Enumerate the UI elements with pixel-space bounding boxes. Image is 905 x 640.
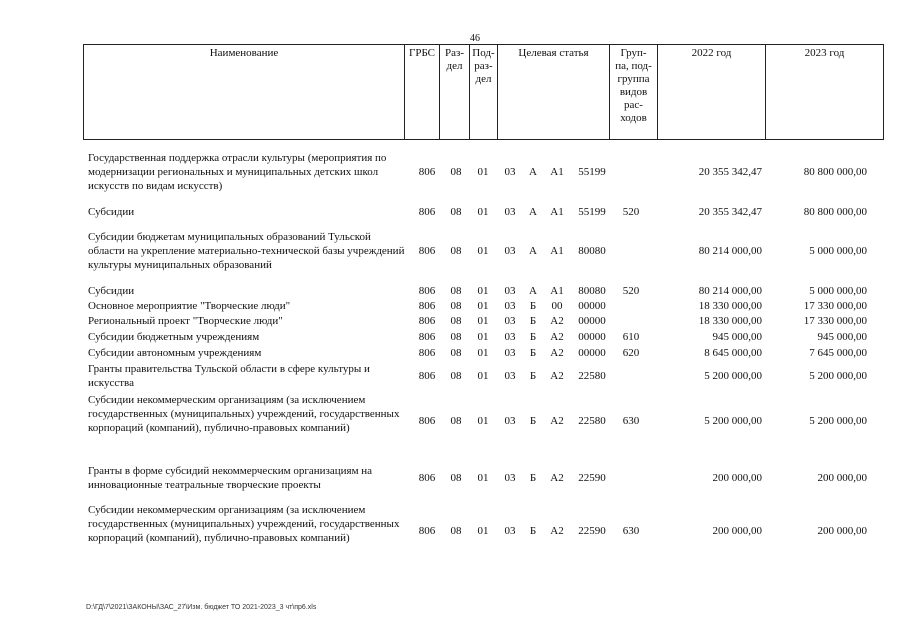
cell-event: А1 [550,245,564,257]
cell-program: 03 [504,206,516,218]
cell-podrazdel: 01 [477,206,489,218]
cell-name: Субсидии некоммерческим организациям (за исключением государственных (муниципальных) учреждений, государственных корпораций (компаний), публично-правовых компаний) [88,504,400,544]
cell-razdel: 08 [450,285,462,297]
cell-razdel: 08 [450,166,462,178]
cell-2023: 5 200 000,00 [809,415,867,427]
cell-razdel: 08 [450,347,462,359]
cell-program: 03 [504,347,516,359]
cell-expense-group: 620 [622,347,640,359]
table-row [83,299,884,313]
cell-event: А2 [550,370,564,382]
cell-podrazdel: 01 [477,415,489,427]
header-2023: 2023 год [804,47,845,59]
header-target-article: Целевая статья [498,45,610,139]
cell-name: Гранты в форме субсидий некоммерческим организациям на инновационные театральные творческие проекты [88,465,373,491]
cell-event: А2 [550,415,564,427]
cell-event: А2 [550,315,564,327]
table-header [83,44,884,140]
cell-podrazdel: 01 [477,472,489,484]
cell-direction: 00000 [578,331,606,343]
cell-2023: 200 000,00 [817,525,867,537]
cell-razdel: 08 [450,331,462,343]
cell-2023: 5 000 000,00 [809,285,867,297]
header-grbs: ГРБС [405,45,440,139]
cell-direction: 22580 [578,415,606,427]
cell-direction: 55199 [578,206,606,218]
table-row [83,362,884,390]
cell-2023: 80 800 000,00 [803,206,867,218]
cell-podrazdel: 01 [477,525,489,537]
cell-razdel: 08 [450,415,462,427]
cell-program: 03 [504,331,516,343]
cell-event: А1 [550,166,564,178]
cell-grbs: 806 [418,472,436,484]
cell-grbs: 806 [418,166,436,178]
cell-name: Региональный проект "Творческие люди" [88,315,283,327]
cell-program: 03 [504,245,516,257]
cell-subprogram: Б [529,415,537,427]
cell-program: 03 [504,370,516,382]
table-row [83,464,884,492]
cell-subprogram: Б [529,315,537,327]
cell-2022: 200 000,00 [712,525,762,537]
cell-razdel: 08 [450,206,462,218]
cell-name: Субсидии автономным учреждениям [88,347,262,359]
cell-name: Субсидии бюджетным учреждениям [88,331,260,343]
cell-grbs: 806 [418,525,436,537]
cell-subprogram: Б [529,300,537,312]
cell-program: 03 [504,315,516,327]
cell-subprogram: А [529,285,537,297]
cell-event: 00 [551,300,563,312]
cell-subprogram: Б [529,347,537,359]
header-razdel: Раз- дел [440,45,470,139]
cell-event: А1 [550,206,564,218]
cell-podrazdel: 01 [477,166,489,178]
cell-name: Субсидии [88,206,135,218]
table-row [83,205,884,219]
cell-grbs: 806 [418,331,436,343]
header-expense-group: Груп- па, под- группа видов рас- ходов [610,45,658,139]
cell-expense-group: 520 [622,206,640,218]
header-podrazdel: Под- раз- дел [470,45,498,139]
table-row [83,314,884,328]
cell-name: Гранты правительства Тульской области в сфере культуры и искусства [88,363,370,389]
cell-2022: 18 330 000,00 [698,315,762,327]
cell-program: 03 [504,166,516,178]
cell-direction: 55199 [578,166,606,178]
header-2022: 2022 год [658,45,766,139]
cell-event: А2 [550,472,564,484]
cell-direction: 80080 [578,245,606,257]
table-row [83,284,884,298]
cell-podrazdel: 01 [477,285,489,297]
cell-2022: 8 645 000,00 [704,347,762,359]
cell-podrazdel: 01 [477,245,489,257]
cell-expense-group: 610 [622,331,640,343]
cell-2023: 17 330 000,00 [803,300,867,312]
cell-program: 03 [504,472,516,484]
cell-program: 03 [504,525,516,537]
cell-grbs: 806 [418,206,436,218]
header-name: Наименование [84,45,405,139]
cell-2022: 5 200 000,00 [704,415,762,427]
cell-expense-group: 520 [622,285,640,297]
cell-subprogram: Б [529,370,537,382]
table-row [83,330,884,344]
cell-expense-group: 630 [622,415,640,427]
cell-2023: 17 330 000,00 [803,315,867,327]
cell-name: Субсидии некоммерческим организациям (за исключением государственных (муниципальных) учреждений, государственных корпораций (компаний), публично-правовых компаний) [88,394,400,434]
cell-podrazdel: 01 [477,331,489,343]
cell-program: 03 [504,285,516,297]
cell-2023: 80 800 000,00 [803,166,867,178]
cell-event: А2 [550,525,564,537]
cell-subprogram: Б [529,525,537,537]
table-row [83,393,884,449]
cell-name: Основное мероприятие "Творческие люди" [88,300,291,312]
cell-razdel: 08 [450,315,462,327]
cell-razdel: 08 [450,245,462,257]
cell-event: А2 [550,331,564,343]
cell-name: Субсидии бюджетам муниципальных образований Тульской области на укрепление материально-технической базы учреждений культуры муниципальных образований [88,231,405,271]
cell-direction: 00000 [578,315,606,327]
cell-direction: 80080 [578,285,606,297]
cell-direction: 22580 [578,370,606,382]
table-row [83,151,884,193]
cell-grbs: 806 [418,285,436,297]
table-row [83,503,884,559]
cell-podrazdel: 01 [477,300,489,312]
cell-direction: 22590 [578,472,606,484]
cell-subprogram: Б [529,472,537,484]
cell-program: 03 [504,415,516,427]
cell-2023: 200 000,00 [817,472,867,484]
cell-2023: 7 645 000,00 [809,347,867,359]
cell-subprogram: А [529,245,537,257]
cell-direction: 22590 [578,525,606,537]
cell-grbs: 806 [418,300,436,312]
cell-2022: 200 000,00 [712,472,762,484]
page-number: 46 [470,33,480,44]
cell-2022: 20 355 342,47 [698,166,762,178]
cell-name: Государственная поддержка отрасли культуры (мероприятия по модернизации региональных и муниципальных детских школ искусств по видам искусств) [88,152,387,192]
cell-subprogram: Б [529,331,537,343]
cell-name: Субсидии [88,285,135,297]
cell-2022: 20 355 342,47 [698,206,762,218]
table-row [83,230,884,272]
cell-grbs: 806 [418,245,436,257]
cell-grbs: 806 [418,415,436,427]
cell-grbs: 806 [418,370,436,382]
cell-direction: 00000 [578,347,606,359]
cell-subprogram: А [529,166,537,178]
cell-razdel: 08 [450,300,462,312]
cell-2022: 80 214 000,00 [698,285,762,297]
cell-2022: 80 214 000,00 [698,245,762,257]
cell-event: А2 [550,347,564,359]
table-row [83,346,884,360]
cell-2022: 945 000,00 [712,331,762,343]
cell-grbs: 806 [418,347,436,359]
cell-2022: 5 200 000,00 [704,370,762,382]
cell-razdel: 08 [450,525,462,537]
cell-grbs: 806 [418,315,436,327]
cell-razdel: 08 [450,472,462,484]
cell-program: 03 [504,300,516,312]
cell-razdel: 08 [450,370,462,382]
cell-2022: 18 330 000,00 [698,300,762,312]
file-path-footer: D:\ГД\7\2021\ЗАКОНЫ\ЗАС_27\Изм. бюджет ТО 2021-2023_3 чт\пр6.xls [86,604,317,611]
cell-subprogram: А [529,206,537,218]
cell-expense-group: 630 [622,525,640,537]
cell-podrazdel: 01 [477,315,489,327]
cell-direction: 00000 [578,300,606,312]
cell-event: А1 [550,285,564,297]
cell-podrazdel: 01 [477,347,489,359]
cell-2023: 945 000,00 [817,331,867,343]
cell-2023: 5 200 000,00 [809,370,867,382]
cell-podrazdel: 01 [477,370,489,382]
cell-2023: 5 000 000,00 [809,245,867,257]
